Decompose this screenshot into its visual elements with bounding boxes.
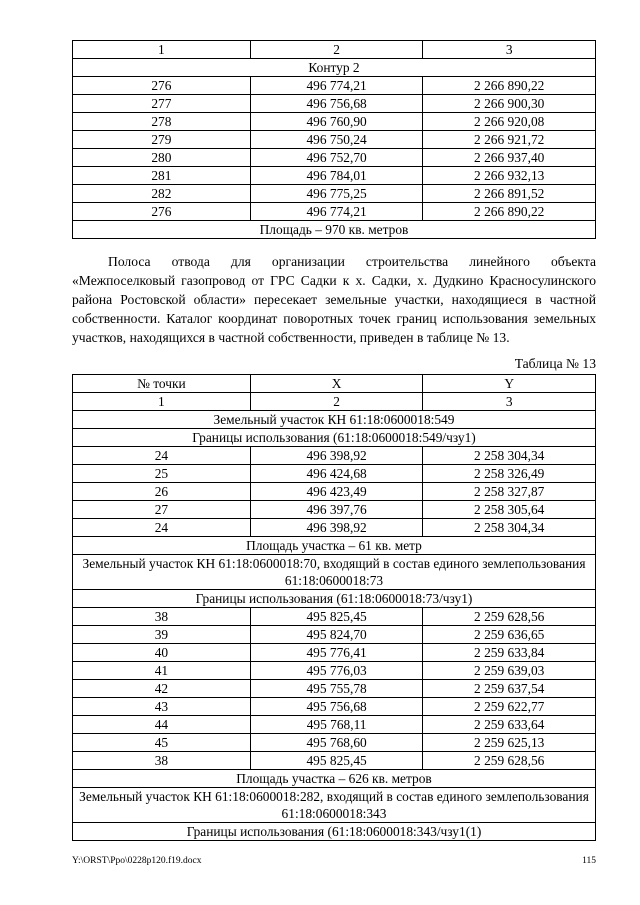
x-coord: 495 776,41 xyxy=(250,644,423,662)
x-coord: 495 776,03 xyxy=(250,662,423,680)
x-coord: 495 755,78 xyxy=(250,680,423,698)
table-row xyxy=(73,501,596,519)
y-coord: 2 266 920,08 xyxy=(423,113,596,131)
point-id: 278 xyxy=(73,113,251,131)
plot-bounds-row xyxy=(73,429,596,447)
y-coord: 2 259 636,65 xyxy=(423,626,596,644)
y-coord: 2 266 891,52 xyxy=(423,185,596,203)
point-id: 24 xyxy=(73,447,251,465)
x-coord: 496 397,76 xyxy=(250,501,423,519)
x-coord: 496 423,49 xyxy=(250,483,423,501)
table-row xyxy=(73,734,596,752)
table-area-row xyxy=(73,770,596,788)
table-row xyxy=(73,608,596,626)
y-coord: 2 258 304,34 xyxy=(423,519,596,537)
point-id: 38 xyxy=(73,752,251,770)
table-area-row xyxy=(73,221,596,239)
x-coord: 496 756,68 xyxy=(250,95,423,113)
table-row xyxy=(73,113,596,131)
point-id: 281 xyxy=(73,167,251,185)
plot-title: Земельный участок КН 61:18:0600018:70, входящий в состав единого землепользования 61:18:0600018:73 xyxy=(73,555,596,590)
table-row xyxy=(73,680,596,698)
table-13 xyxy=(72,374,596,841)
point-id: 40 xyxy=(73,644,251,662)
plot-bounds-row xyxy=(73,823,596,841)
y-coord: 2 259 628,56 xyxy=(423,752,596,770)
table-header-row xyxy=(73,41,596,59)
x-coord: 496 752,70 xyxy=(250,149,423,167)
y-coord: 2 259 628,56 xyxy=(423,608,596,626)
x-coord: 496 774,21 xyxy=(250,203,423,221)
y-coord: 2 259 633,84 xyxy=(423,644,596,662)
plot-title: Земельный участок КН 61:18:0600018:549 xyxy=(73,411,596,429)
table-row xyxy=(73,167,596,185)
table-row xyxy=(73,185,596,203)
table-row xyxy=(73,149,596,167)
y-coord: 2 266 890,22 xyxy=(423,77,596,95)
point-id: 38 xyxy=(73,608,251,626)
col-number: 3 xyxy=(423,41,596,59)
x-coord: 496 750,24 xyxy=(250,131,423,149)
area-text: Площадь – 970 кв. метров xyxy=(73,221,596,239)
plot-bounds: Границы использования (61:18:0600018:343/чзу1(1) xyxy=(73,823,596,841)
x-coord: 496 398,92 xyxy=(250,519,423,537)
table-row xyxy=(73,77,596,95)
point-id: 277 xyxy=(73,95,251,113)
table-row xyxy=(73,698,596,716)
table-section-row xyxy=(73,59,596,77)
table-row xyxy=(73,752,596,770)
point-id: 276 xyxy=(73,77,251,95)
plot-bounds: Границы использования (61:18:0600018:73/чзу1) xyxy=(73,590,596,608)
x-coord: 495 825,45 xyxy=(250,608,423,626)
x-coord: 495 756,68 xyxy=(250,698,423,716)
table-row xyxy=(73,95,596,113)
y-coord: 2 266 932,13 xyxy=(423,167,596,185)
table-row xyxy=(73,465,596,483)
point-id: 282 xyxy=(73,185,251,203)
point-id: 39 xyxy=(73,626,251,644)
y-coord: 2 259 622,77 xyxy=(423,698,596,716)
col-number: 1 xyxy=(73,41,251,59)
x-coord: 496 774,21 xyxy=(250,77,423,95)
header-point: № точки xyxy=(73,375,251,393)
point-id: 276 xyxy=(73,203,251,221)
table-area-row xyxy=(73,537,596,555)
header-x: X xyxy=(250,375,423,393)
point-id: 25 xyxy=(73,465,251,483)
col-number: 2 xyxy=(250,393,423,411)
area-text: Площадь участка – 626 кв. метров xyxy=(73,770,596,788)
y-coord: 2 258 305,64 xyxy=(423,501,596,519)
section-title: Контур 2 xyxy=(73,59,596,77)
contour-coordinates-table xyxy=(72,40,596,239)
y-coord: 2 266 921,72 xyxy=(423,131,596,149)
table-numbers-row xyxy=(73,393,596,411)
paragraph-text: Полоса отвода для организации строительства линейного объекта «Межпоселковый газопровод от ГРС Садки к х. Садки, х. Дудкино Красносулинского района Ростовской области» пересекает земельные участки, находящиеся в частной собственности. Каталог координат поворотных точек границ использования земельных участков, находящихся в частной собственности, приведен в таблице № 13. xyxy=(72,254,596,345)
y-coord: 2 259 639,03 xyxy=(423,662,596,680)
point-id: 41 xyxy=(73,662,251,680)
table-row xyxy=(73,131,596,149)
x-coord: 495 768,60 xyxy=(250,734,423,752)
table-row xyxy=(73,626,596,644)
table-caption: Таблица № 13 xyxy=(514,356,596,371)
col-number: 1 xyxy=(73,393,251,411)
point-id: 44 xyxy=(73,716,251,734)
plot-title-row xyxy=(73,555,596,590)
y-coord: 2 258 304,34 xyxy=(423,447,596,465)
plot-title-row xyxy=(73,788,596,823)
y-coord: 2 266 890,22 xyxy=(423,203,596,221)
header-y: Y xyxy=(423,375,596,393)
point-id: 45 xyxy=(73,734,251,752)
plot-bounds: Границы использования (61:18:0600018:549/чзу1) xyxy=(73,429,596,447)
table-row xyxy=(73,519,596,537)
col-number: 2 xyxy=(250,41,423,59)
table-row xyxy=(73,203,596,221)
y-coord: 2 259 637,54 xyxy=(423,680,596,698)
point-id: 43 xyxy=(73,698,251,716)
y-coord: 2 259 625,13 xyxy=(423,734,596,752)
plot-title-row xyxy=(73,411,596,429)
x-coord: 496 398,92 xyxy=(250,447,423,465)
y-coord: 2 258 326,49 xyxy=(423,465,596,483)
body-paragraph xyxy=(72,252,596,347)
y-coord: 2 259 633,64 xyxy=(423,716,596,734)
table-row xyxy=(73,644,596,662)
table-row xyxy=(73,662,596,680)
x-coord: 496 784,01 xyxy=(250,167,423,185)
x-coord: 496 775,25 xyxy=(250,185,423,203)
footer-file-path: Y:\ORST\Ppo\0228p120.f19.docx xyxy=(72,856,202,866)
point-id: 42 xyxy=(73,680,251,698)
y-coord: 2 266 900,30 xyxy=(423,95,596,113)
table-row xyxy=(73,716,596,734)
area-text: Площадь участка – 61 кв. метр xyxy=(73,537,596,555)
table-header-row xyxy=(73,375,596,393)
x-coord: 495 824,70 xyxy=(250,626,423,644)
point-id: 27 xyxy=(73,501,251,519)
y-coord: 2 258 327,87 xyxy=(423,483,596,501)
x-coord: 496 424,68 xyxy=(250,465,423,483)
col-number: 3 xyxy=(423,393,596,411)
point-id: 279 xyxy=(73,131,251,149)
point-id: 26 xyxy=(73,483,251,501)
point-id: 280 xyxy=(73,149,251,167)
x-coord: 495 768,11 xyxy=(250,716,423,734)
point-id: 24 xyxy=(73,519,251,537)
x-coord: 496 760,90 xyxy=(250,113,423,131)
x-coord: 495 825,45 xyxy=(250,752,423,770)
plot-title: Земельный участок КН 61:18:0600018:282, входящий в состав единого землепользования 61:18:0600018:343 xyxy=(73,788,596,823)
y-coord: 2 266 937,40 xyxy=(423,149,596,167)
plot-bounds-row xyxy=(73,590,596,608)
table-row xyxy=(73,447,596,465)
page-number: 115 xyxy=(582,856,596,866)
table-row xyxy=(73,483,596,501)
